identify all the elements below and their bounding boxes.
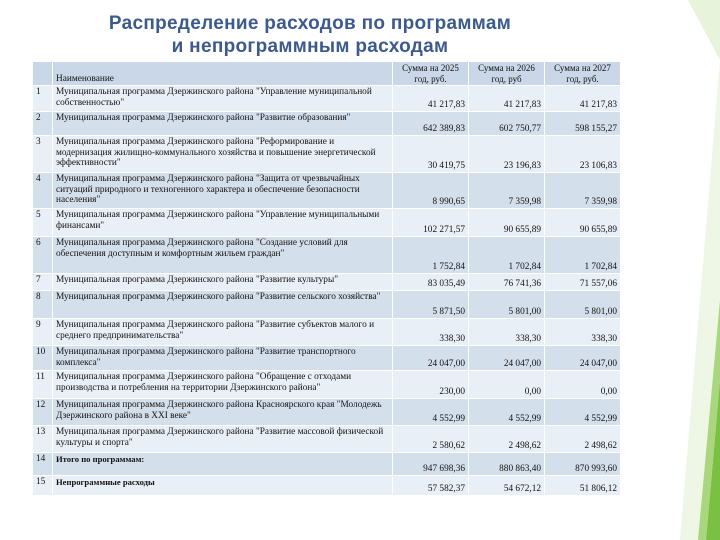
- row-index: 5: [33, 209, 53, 237]
- row-value-2025: 24 047,00: [393, 346, 469, 371]
- page-title: [60, 12, 560, 58]
- row-index: 12: [33, 399, 53, 426]
- row-value-2025: 41 217,83: [393, 86, 469, 112]
- row-value-2027: 23 106,83: [545, 136, 621, 173]
- row-value-2027: 51 806,12: [545, 476, 621, 496]
- row-name: Муниципальная программа Дзержинского района "Управление муниципальной собственностью": [53, 86, 393, 112]
- table-row: [33, 136, 621, 173]
- row-value-2026: 880 863,40: [469, 453, 545, 476]
- header-2027: Сумма на 2027 год, руб.: [545, 62, 621, 86]
- row-name: Муниципальная программа Дзержинского района "Развитие образования": [53, 112, 393, 136]
- row-value-2025: 30 419,75: [393, 136, 469, 173]
- row-value-2026: 76 741,36: [469, 274, 545, 291]
- row-value-2026: 24 047,00: [469, 346, 545, 371]
- row-index: 14: [33, 453, 53, 476]
- row-value-2026: 338,30: [469, 319, 545, 346]
- header-index: [33, 62, 53, 86]
- title-line-1: Распределение расходов по программам: [108, 13, 512, 34]
- row-value-2027: 338,30: [545, 319, 621, 346]
- row-index: 13: [33, 426, 53, 453]
- row-value-2026: 1 702,84: [469, 237, 545, 274]
- row-name: Муниципальная программа Дзержинского района "Защита от чрезвычайных ситуаций природного и техногенного характера и обеспечение безопасности населения": [53, 173, 393, 209]
- row-value-2025: 57 582,37: [393, 476, 469, 496]
- row-value-2027: 71 557,06: [545, 274, 621, 291]
- row-value-2025: 2 580,62: [393, 426, 469, 453]
- table-row: [33, 476, 621, 496]
- row-name: Муниципальная программа Дзержинского района "Реформирование и модернизация жилищно-коммунального хозяйства и повышение энергетической эффективности": [53, 136, 393, 173]
- table-row: [33, 291, 621, 319]
- table-row: [33, 371, 621, 399]
- row-value-2026: 5 801,00: [469, 291, 545, 319]
- row-value-2026: 54 672,12: [469, 476, 545, 496]
- table-row: [33, 274, 621, 291]
- row-name: Непрограммные расходы: [53, 476, 393, 496]
- row-name: Муниципальная программа Дзержинского района "Развитие массовой физической культуры и спорта": [53, 426, 393, 453]
- row-index: 1: [33, 86, 53, 112]
- decorative-corner-shapes: [620, 0, 720, 540]
- row-name: Муниципальная программа Дзержинского района "Обращение с отходами производства и потребления на территории Дзержинского района": [53, 371, 393, 399]
- row-index: 10: [33, 346, 53, 371]
- row-value-2027: 5 801,00: [545, 291, 621, 319]
- row-value-2025: 4 552,99: [393, 399, 469, 426]
- table-row: [33, 399, 621, 426]
- row-index: 7: [33, 274, 53, 291]
- row-name: Муниципальная программа Дзержинского района "Создание условий для обеспечения доступным и комфортным жильем граждан": [53, 237, 393, 274]
- row-name: Муниципальная программа Дзержинского района "Управление муниципальными финансами": [53, 209, 393, 237]
- expenses-table: [32, 61, 621, 496]
- row-value-2025: 83 035,49: [393, 274, 469, 291]
- row-value-2025: 5 871,50: [393, 291, 469, 319]
- table-row: [33, 346, 621, 371]
- row-value-2026: 4 552,99: [469, 399, 545, 426]
- row-value-2027: 24 047,00: [545, 346, 621, 371]
- row-value-2026: 23 196,83: [469, 136, 545, 173]
- row-value-2025: 642 389,83: [393, 112, 469, 136]
- row-index: 3: [33, 136, 53, 173]
- row-value-2027: 1 702,84: [545, 237, 621, 274]
- row-value-2025: 338,30: [393, 319, 469, 346]
- row-index: 2: [33, 112, 53, 136]
- table-row: [33, 426, 621, 453]
- row-name: Муниципальная программа Дзержинского района "Развитие субъектов малого и среднего предпринимательства": [53, 319, 393, 346]
- row-index: 6: [33, 237, 53, 274]
- row-value-2027: 2 498,62: [545, 426, 621, 453]
- row-name: Муниципальная программа Дзержинского района "Развитие транспортного комплекса": [53, 346, 393, 371]
- row-name: Итого по программам:: [53, 453, 393, 476]
- row-value-2025: 8 990,65: [393, 173, 469, 209]
- table-row: [33, 112, 621, 136]
- row-value-2025: 102 271,57: [393, 209, 469, 237]
- row-value-2026: 41 217,83: [469, 86, 545, 112]
- table-row: [33, 319, 621, 346]
- table-row: [33, 237, 621, 274]
- row-value-2027: 4 552,99: [545, 399, 621, 426]
- row-value-2025: 947 698,36: [393, 453, 469, 476]
- row-index: 15: [33, 476, 53, 496]
- row-value-2026: 7 359,98: [469, 173, 545, 209]
- row-value-2025: 1 752,84: [393, 237, 469, 274]
- row-value-2026: 602 750,77: [469, 112, 545, 136]
- header-2026: Сумма на 2026 год, руб: [469, 62, 545, 86]
- row-name: Муниципальная программа Дзержинского района Красноярского края "Молодежь Дзержинского района в XXI веке": [53, 399, 393, 426]
- row-value-2026: 0,00: [469, 371, 545, 399]
- row-value-2027: 598 155,27: [545, 112, 621, 136]
- table-row: [33, 453, 621, 476]
- table-row: [33, 86, 621, 112]
- row-value-2025: 230,00: [393, 371, 469, 399]
- table-header-row: [33, 62, 621, 86]
- row-value-2027: 90 655,89: [545, 209, 621, 237]
- row-value-2026: 2 498,62: [469, 426, 545, 453]
- header-name: Наименование: [53, 62, 393, 86]
- row-value-2027: 7 359,98: [545, 173, 621, 209]
- row-index: 9: [33, 319, 53, 346]
- row-value-2026: 90 655,89: [469, 209, 545, 237]
- row-index: 11: [33, 371, 53, 399]
- title-line-2: и непрограммным расходам: [171, 36, 449, 57]
- row-name: Муниципальная программа Дзержинского района "Развитие культуры": [53, 274, 393, 291]
- row-index: 4: [33, 173, 53, 209]
- table-row: [33, 173, 621, 209]
- row-value-2027: 0,00: [545, 371, 621, 399]
- header-2025: Сумма на 2025 год, руб.: [393, 62, 469, 86]
- row-index: 8: [33, 291, 53, 319]
- table-row: [33, 209, 621, 237]
- row-name: Муниципальная программа Дзержинского района "Развитие сельского хозяйства": [53, 291, 393, 319]
- row-value-2027: 41 217,83: [545, 86, 621, 112]
- row-value-2027: 870 993,60: [545, 453, 621, 476]
